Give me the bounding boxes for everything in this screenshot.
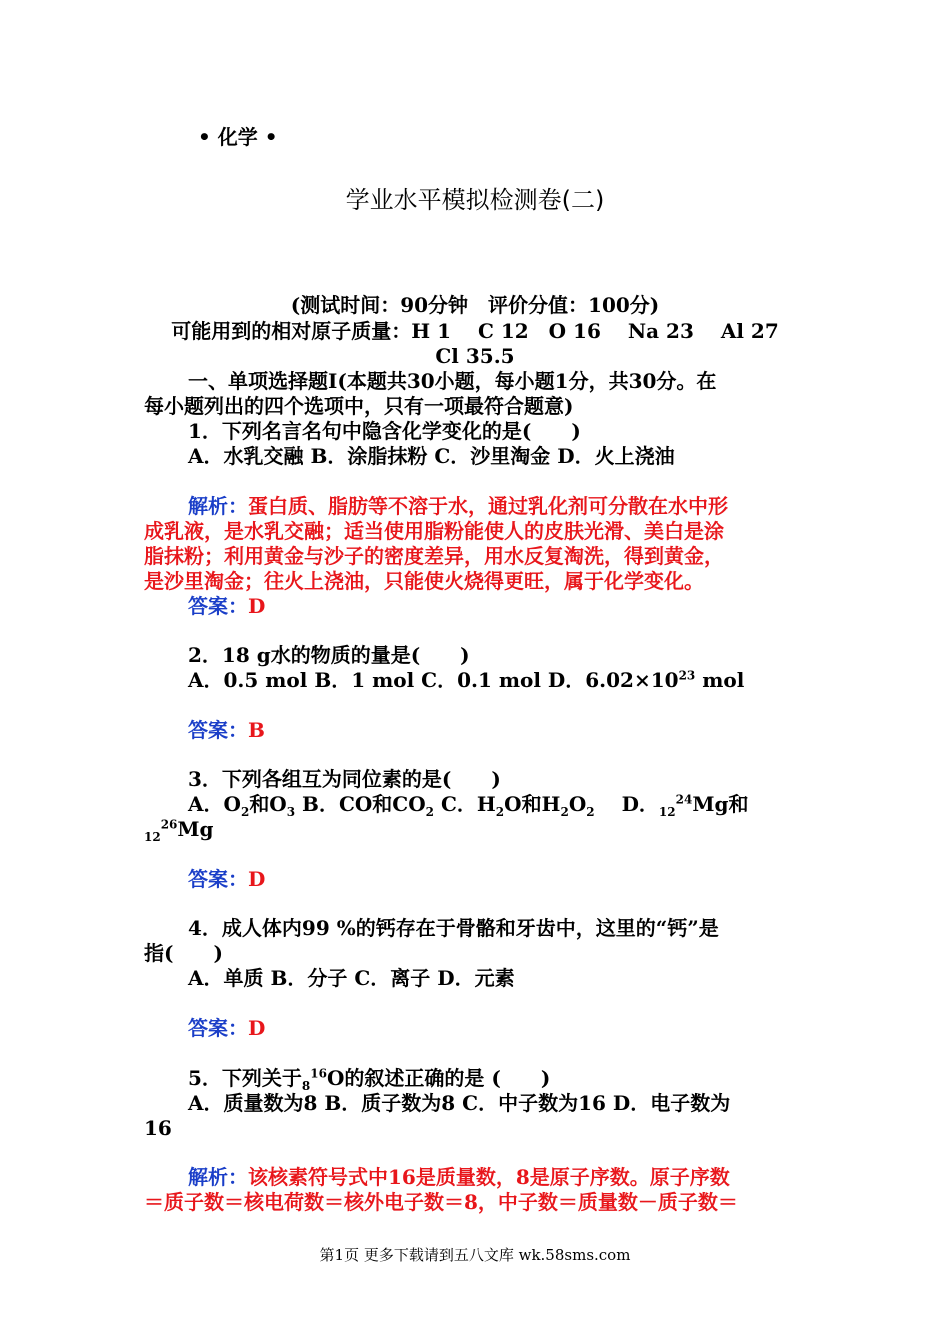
section-heading-line-1: 一、单项选择题Ⅰ(本题共30小题，每小题1分，共30分。在 xyxy=(188,369,717,393)
question-1-options: A．水乳交融 B．涂脂抹粉 C．沙里淘金 D．火上浇油 xyxy=(188,444,675,468)
answer-label: 答案： xyxy=(188,1016,248,1040)
question-3-options: A．$O_2$和$O_3$ B．CO和$CO_2$ C．$H_2O$和$H_2O_2$ D．$_{12}^{24}$Mg和 xyxy=(188,792,749,819)
question-1-answer xyxy=(188,593,265,619)
options-text: A．0.5 mol B．1 mol C．0.1 mol D．6.02×10 xyxy=(188,668,679,692)
question-1-analysis-line-1 xyxy=(188,493,728,519)
question-5-options-line-1: A．质量数为8 B．质子数为8 C．中子数为16 D．电子数为 xyxy=(188,1091,731,1115)
analysis-label: 解析： xyxy=(188,1165,248,1189)
answer-label: 答案： xyxy=(188,594,248,618)
atomic-mass-line-1: 可能用到的相对原子质量：H 1 C 12 O 16 Na 23 Al 27 xyxy=(171,319,779,343)
question-5-analysis-line-1 xyxy=(188,1164,730,1190)
exponent: 23 xyxy=(678,668,696,683)
question-1-analysis-line-3: 脂抹粉；利用黄金与沙子的密度差异，用水反复淘洗，得到黄金， xyxy=(144,544,724,568)
question-3-answer xyxy=(188,866,265,892)
stem-text: 5．下列关于 xyxy=(188,1066,302,1090)
answer-value: D xyxy=(248,1016,266,1040)
options-unit: mol xyxy=(695,668,745,692)
question-3-options-cont: $_{12}^{26}$Mg xyxy=(144,817,214,844)
question-5-stem xyxy=(188,1065,550,1091)
page-footer: 第1页 更多下载请到五八文库 wk.58sms.com xyxy=(319,1246,631,1264)
question-4-answer xyxy=(188,1015,265,1041)
analysis-label: 解析： xyxy=(188,494,248,518)
question-1-analysis-line-2: 成乳液，是水乳交融；适当使用脂粉能使人的皮肤光滑、美白是涂 xyxy=(144,519,724,543)
answer-value: D xyxy=(248,867,266,891)
question-1-analysis-line-4: 是沙里淘金；往火上浇油，只能使火烧得更旺，属于化学变化。 xyxy=(144,569,704,593)
stem-text-end: O的叙述正确的是 ( ) xyxy=(326,1066,551,1090)
question-2-answer xyxy=(188,717,265,743)
answer-label: 答案： xyxy=(188,718,248,742)
atomic-number: 8 xyxy=(301,1079,311,1093)
question-4-options: A．单质 B．分子 C．离子 D．元素 xyxy=(188,966,515,990)
question-3-stem: 3．下列各组互为同位素的是( ) xyxy=(188,767,501,791)
question-2-stem: 2．18 g水的物质的量是( ) xyxy=(188,643,470,667)
subject-label: • 化学 • xyxy=(198,125,278,149)
answer-label: 答案： xyxy=(188,867,248,891)
analysis-text: 该核素符号式中16是质量数，8是原子序数。原子序数 xyxy=(248,1165,730,1189)
analysis-text: 蛋白质、脂肪等不溶于水，通过乳化剂可分散在水中形 xyxy=(248,494,728,518)
atomic-mass-line-2: Cl 35.5 xyxy=(435,344,515,368)
mass-number: 16 xyxy=(310,1066,327,1081)
question-5-analysis-line-2: ＝质子数＝核电荷数＝核外电子数＝8，中子数＝质量数－质子数＝ xyxy=(144,1190,738,1214)
question-4-stem-line-2: 指( ) xyxy=(144,941,223,965)
question-2-options xyxy=(188,667,744,693)
page-title: 学业水平模拟检测卷(二) xyxy=(345,186,605,214)
question-1-stem: 1．下列名言名句中隐含化学变化的是( ) xyxy=(188,419,581,443)
question-4-stem-line-1: 4．成人体内99 %的钙存在于骨骼和牙齿中，这里的“钙”是 xyxy=(188,916,719,940)
answer-value: B xyxy=(248,718,265,742)
exam-time-info: (测试时间：90分钟 评价分值：100分) xyxy=(290,293,660,317)
answer-value: D xyxy=(248,594,266,618)
question-5-options-line-2: 16 xyxy=(144,1116,172,1140)
section-heading-line-2: 每小题列出的四个选项中，只有一项最符合题意) xyxy=(144,394,574,418)
